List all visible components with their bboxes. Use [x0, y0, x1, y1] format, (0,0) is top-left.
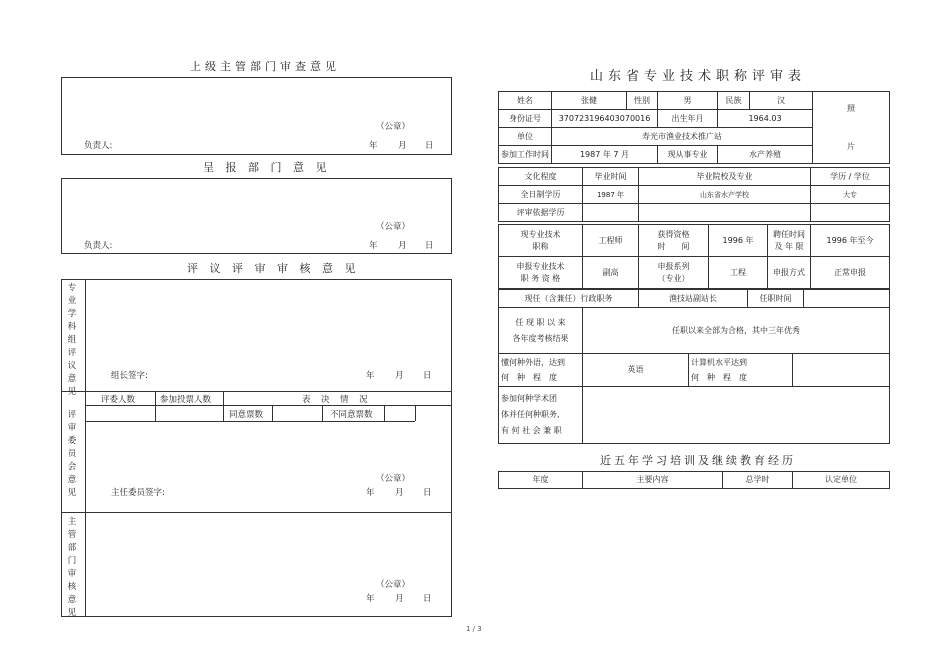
obtain-label-1: 获得资格 [657, 229, 690, 239]
name-label: 姓名 [499, 92, 552, 110]
committee-agree: 同意票数 [229, 410, 264, 420]
apply-label-2: 职 务 资 格 [520, 273, 561, 283]
committee-seal: （公章） [376, 474, 411, 484]
tenure-label: 任职时间 [748, 290, 804, 308]
gender-value: 男 [658, 92, 718, 110]
work-start-value: 1987 年 7 月 [552, 146, 658, 164]
committee-year: 年 [366, 488, 375, 498]
section1-month: 月 [398, 141, 407, 151]
committee-col-voters: 参加投票人数 [160, 395, 212, 405]
apply-label-1: 申报专业技术 [516, 261, 565, 271]
obtain-value: 1996 年 [709, 225, 768, 257]
degree-header: 学历 / 学位 [811, 168, 890, 186]
edu-history-table [498, 471, 890, 489]
fulltime-degree: 大专 [811, 186, 890, 204]
hire-label-2: 及 年 限 [774, 241, 804, 251]
hire-label-1: 聘任时间 [773, 229, 805, 239]
section2-box [61, 178, 452, 254]
birth-value: 1964.03 [718, 110, 813, 128]
photo-label-2: 片 [847, 141, 855, 151]
committee-side-label: 评审委员会意见 [67, 410, 77, 498]
lang-label-2: 何 种 程 度 [501, 373, 557, 382]
section1-year: 年 [369, 141, 378, 151]
committee-col-judges: 评委人数 [101, 395, 136, 405]
group-day: 日 [423, 371, 432, 381]
major-label: 现从事专业 [658, 146, 718, 164]
education-label: 文化程度 [499, 168, 583, 186]
section2-seal: （公章） [376, 222, 411, 232]
hist-hours-header: 总学时 [723, 472, 793, 489]
edu-history-title: 近五年学习培训及继续教育经历 [600, 454, 796, 467]
unit-value: 寿光市渔业技术推广站 [552, 128, 813, 146]
hist-year-header: 年度 [499, 472, 583, 489]
section2-day: 日 [425, 241, 434, 251]
personal-info-table [498, 91, 890, 164]
section2-title: 呈 报 部 门 意 见 [203, 161, 331, 174]
group-signer: 组长签字: [111, 371, 148, 381]
section1-signer: 负责人: [84, 141, 113, 151]
assess-value: 任职以来全部为合格，其中三年优秀 [583, 308, 890, 354]
title-table [498, 224, 890, 289]
assess-label-1: 任 现 职 以 来 [515, 317, 566, 327]
photo-box [813, 92, 890, 164]
lang-value: 英语 [583, 354, 689, 387]
cur-title-label-2: 职称 [532, 241, 549, 251]
admin-table [498, 289, 890, 308]
fulltime-label: 全日制学历 [499, 186, 583, 204]
qualification-table [498, 167, 890, 222]
series-label-2: （专业） [657, 273, 690, 283]
form-title: 山东省专业技术职称评审表 [590, 69, 807, 84]
birth-label: 出生年月 [658, 110, 718, 128]
comp-label-1: 计算机水平达到 [691, 358, 747, 367]
group-month: 月 [395, 371, 404, 381]
lang-label-1: 懂何种外语，达到 [501, 358, 565, 367]
society-label-1: 参加何种学术团 [501, 394, 557, 403]
authority-day: 日 [423, 594, 432, 604]
hist-content-header: 主要内容 [583, 472, 723, 489]
section3-box [61, 279, 452, 617]
fulltime-year: 1987 年 [583, 186, 639, 204]
section2-year: 年 [369, 241, 378, 251]
authority-month: 月 [395, 594, 404, 604]
admin-value: 渔技站副站长 [639, 290, 748, 308]
section1-seal: （公章） [376, 122, 411, 132]
assess-label-2: 各年度考核结果 [512, 333, 569, 343]
group-year: 年 [366, 371, 375, 381]
page-number: 1 / 3 [466, 625, 482, 633]
major-value: 水产养殖 [718, 146, 813, 164]
section1-title: 上级主管部门审查意见 [190, 60, 340, 73]
admin-label: 现任（含兼任）行政职务 [499, 290, 639, 308]
id-label: 身份证号 [499, 110, 552, 128]
committee-signer: 主任委员签字: [111, 488, 165, 498]
authority-seal: （公章） [376, 580, 411, 590]
committee-disagree: 不同意票数 [330, 410, 373, 420]
group-side-label: 专业学科组评议意见 [67, 283, 77, 397]
series-value: 工程 [709, 257, 768, 289]
authority-side-label: 主管部门审核意见 [67, 517, 77, 618]
review-edu-label: 评审依据学历 [499, 204, 583, 222]
work-start-label: 参加工作时间 [499, 146, 552, 164]
apply-value: 副高 [583, 257, 639, 289]
gender-label: 性别 [627, 92, 658, 110]
assessment-table [498, 307, 890, 444]
id-value: 370723196403070016 [552, 110, 658, 128]
obtain-label-2: 时 间 [657, 241, 690, 251]
ethnicity-value: 汉 [750, 92, 813, 110]
section1-day: 日 [425, 141, 434, 151]
section2-month: 月 [398, 241, 407, 251]
committee-col-vote-result: 表 决 情 况 [302, 395, 369, 405]
method-label: 申报方式 [768, 257, 811, 289]
authority-year: 年 [366, 594, 375, 604]
hire-value: 1996 年至今 [811, 225, 890, 257]
committee-month: 月 [395, 488, 404, 498]
committee-day: 日 [423, 488, 432, 498]
photo-label-1: 照 [847, 103, 855, 113]
method-value: 正常申报 [811, 257, 890, 289]
grad-time-header: 毕业时间 [583, 168, 639, 186]
section2-signer: 负责人: [84, 241, 113, 251]
society-label-3: 有 何 社 会 兼 职 [501, 426, 562, 435]
name-value: 张健 [552, 92, 627, 110]
comp-label-2: 何 种 程 度 [691, 373, 747, 382]
cur-title-value: 工程师 [583, 225, 639, 257]
school-major-header: 毕业院校及专业 [639, 168, 811, 186]
section1-box [61, 77, 452, 155]
society-label-2: 体并任何种职务, [501, 410, 560, 419]
cur-title-label-1: 现专业技术 [520, 229, 561, 239]
series-label-1: 申报系列 [657, 261, 690, 271]
ethnicity-label: 民族 [718, 92, 750, 110]
section3-title: 评 议 评 审 审 核 意 见 [187, 262, 360, 275]
hist-unit-header: 认定单位 [793, 472, 890, 489]
fulltime-school: 山东省水产学校 [639, 186, 811, 204]
unit-label: 单位 [499, 128, 552, 146]
